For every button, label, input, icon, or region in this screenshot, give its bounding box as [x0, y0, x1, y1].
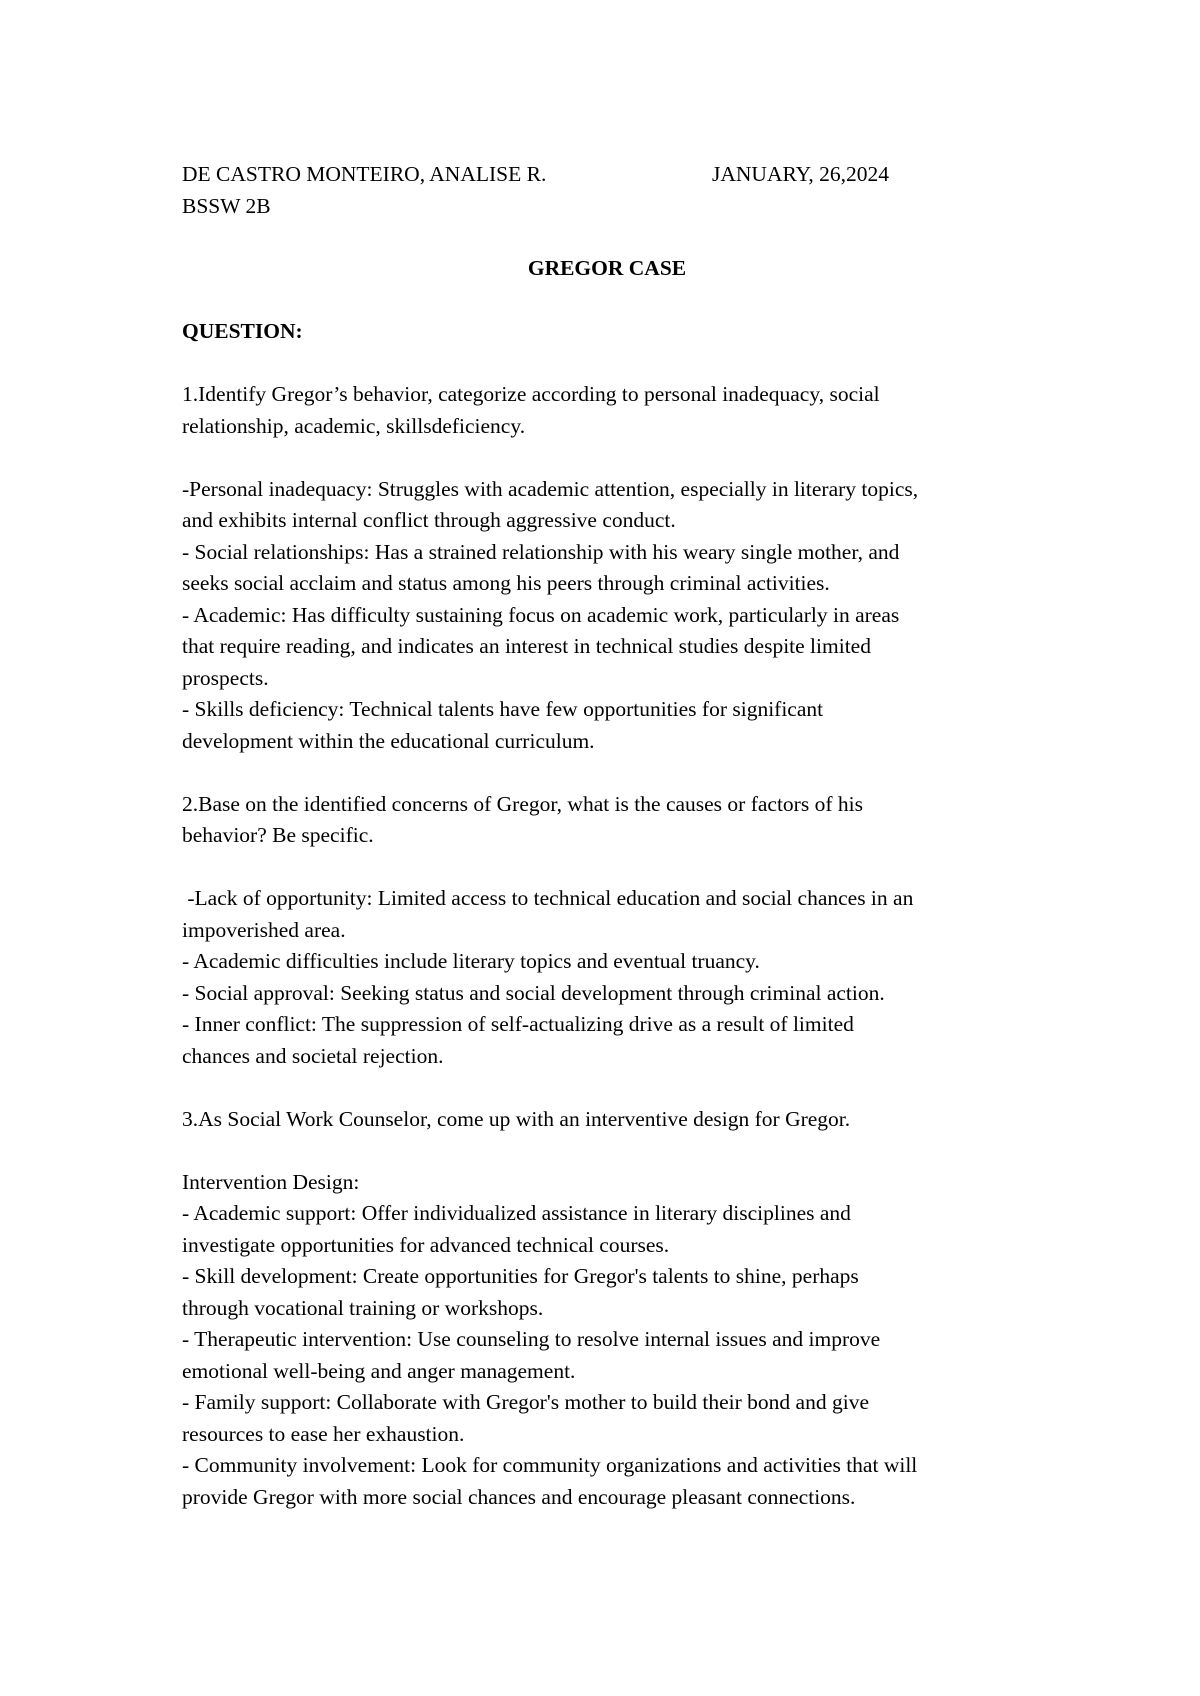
answer-3-line: - Family support: Collaborate with Gregor's mother to build their bond and give — [182, 1390, 869, 1414]
answer-1-line: prospects. — [182, 665, 269, 690]
answer-3-line: - Skill development: Create opportunities for Gregor's talents to shine, perhaps — [182, 1264, 859, 1288]
answer-1-line: - Skills deficiency: Technical talents have few opportunities for significant — [182, 697, 824, 721]
answer-2-line: impoverished area. — [182, 917, 346, 942]
question-3-number: 3. — [182, 1106, 199, 1131]
answer-3-line: - Therapeutic intervention: Use counseling to resolve internal issues and improve — [182, 1327, 881, 1351]
answer-3-line: - Community involvement: Look for community organizations and activities that will — [182, 1453, 918, 1477]
answer-1-line: development within the educational curriculum. — [182, 728, 595, 753]
answer-2-line: -Lack of opportunity: Limited access to technical education and social chances in an — [182, 886, 914, 910]
question-1-text-1: Identify Gregor’s behavior, categorize according to personal inadequacy, social — [198, 382, 880, 406]
answer-3-line: emotional well-being and anger management. — [182, 1358, 576, 1383]
answer-1-line: -Personal inadequacy: Struggles with academic attention, especially in literary topics, — [182, 476, 919, 501]
answer-3-line: provide Gregor with more social chances and encourage pleasant connections. — [182, 1484, 856, 1509]
answer-3-line: resources to ease her exhaustion. — [182, 1421, 465, 1446]
answer-1-line: - Academic: Has difficulty sustaining focus on academic work, particularly in areas — [182, 602, 900, 627]
document-title: GREGOR CASE — [527, 256, 687, 280]
student-section: BSSW 2B — [182, 193, 271, 218]
answer-3-line: investigate opportunities for advanced technical courses. — [182, 1232, 670, 1257]
answer-2-line: chances and societal rejection. — [182, 1043, 444, 1068]
answer-1-line: seeks social acclaim and status among his peers through criminal activities. — [182, 571, 830, 595]
question-1-text-2: relationship, academic, skillsdeficiency. — [182, 413, 526, 438]
answer-3-line: - Academic support: Offer individualized assistance in literary disciplines and — [182, 1201, 851, 1225]
question-3-text-1: As Social Work Counselor, come up with an interventive design for Gregor. — [198, 1106, 851, 1131]
header-row — [182, 159, 1032, 191]
question-1-line-1 — [182, 379, 1032, 411]
question-2-line-1 — [182, 789, 1032, 821]
question-heading: QUESTION: — [182, 319, 303, 343]
answer-1-line: - Social relationships: Has a strained relationship with his weary single mother, and — [182, 539, 900, 564]
question-2-text-2: behavior? Be specific. — [182, 823, 374, 847]
answer-3-line: through vocational training or workshops. — [182, 1295, 544, 1320]
question-1-number: 1. — [182, 382, 199, 406]
question-3 — [182, 1104, 1032, 1136]
answer-2-line: - Social approval: Seeking status and social development through criminal action. — [182, 980, 885, 1005]
question-2-number: 2. — [182, 791, 199, 816]
answer-1-line: that require reading, and indicates an interest in technical studies despite limited — [182, 634, 871, 658]
answer-1 — [182, 474, 1032, 758]
question-2-text-1: Base on the identified concerns of Gregor, what is the causes or factors of his — [198, 791, 863, 816]
answer-2-line: - Academic difficulties include literary topics and eventual truancy. — [182, 949, 760, 973]
document-date: JANUARY, 26,2024 — [712, 162, 890, 186]
question-1 — [182, 379, 1032, 442]
question-2 — [182, 789, 1032, 852]
student-name: DE CASTRO MONTEIRO, ANALISE R. — [182, 162, 547, 186]
document-body — [182, 159, 1032, 1513]
answer-2 — [182, 883, 1032, 1072]
answer-3 — [182, 1167, 1032, 1514]
answer-1-line: and exhibits internal conflict through aggressive conduct. — [182, 508, 676, 532]
question-3-line-1 — [182, 1104, 1032, 1136]
answer-3-heading: Intervention Design: — [182, 1169, 360, 1194]
answer-2-line: - Inner conflict: The suppression of self-actualizing drive as a result of limited — [182, 1012, 854, 1036]
